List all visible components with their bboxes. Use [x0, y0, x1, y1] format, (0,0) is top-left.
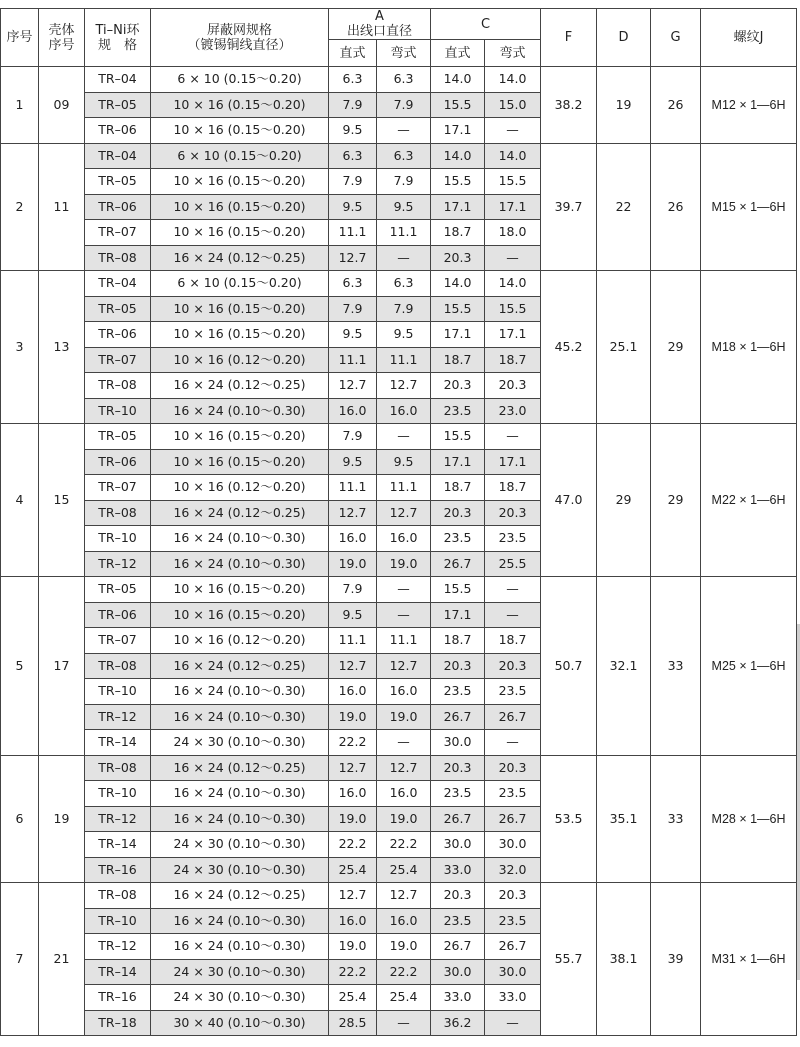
cell-a-straight: 19.0 [329, 704, 377, 730]
cell-g: 29 [651, 424, 701, 577]
cell-ring-spec: TR–08 [85, 245, 151, 271]
cell-mesh-spec: 10 × 16 (0.15～0.20) [151, 602, 329, 628]
cell-mesh-spec: 24 × 30 (0.10～0.30) [151, 985, 329, 1011]
cell-mesh-spec: 10 × 16 (0.12～0.20) [151, 628, 329, 654]
header-a-straight: 直式 [329, 40, 377, 67]
cell-mesh-spec: 16 × 24 (0.12～0.25) [151, 373, 329, 399]
cell-a-bent: 7.9 [377, 296, 431, 322]
cell-a-bent: 16.0 [377, 679, 431, 705]
cell-c-bent: — [485, 602, 541, 628]
header-thread-j: 螺纹J [701, 9, 797, 67]
cell-f: 53.5 [541, 755, 597, 883]
cell-c-straight: 18.7 [431, 628, 485, 654]
cell-c-straight: 18.7 [431, 220, 485, 246]
cell-mesh-spec: 16 × 24 (0.12～0.25) [151, 653, 329, 679]
cell-a-bent: 6.3 [377, 67, 431, 93]
cell-a-straight: 6.3 [329, 143, 377, 169]
cell-c-straight: 17.1 [431, 602, 485, 628]
cell-ring-spec: TR–04 [85, 143, 151, 169]
header-shell-seq: 壳体 序号 [39, 9, 85, 67]
cell-a-straight: 11.1 [329, 347, 377, 373]
cell-a-bent: 11.1 [377, 220, 431, 246]
cell-mesh-spec: 16 × 24 (0.12～0.25) [151, 755, 329, 781]
cell-a-straight: 12.7 [329, 883, 377, 909]
cell-c-bent: 26.7 [485, 934, 541, 960]
cell-mesh-spec: 6 × 10 (0.15～0.20) [151, 67, 329, 93]
cell-a-bent: 19.0 [377, 704, 431, 730]
cell-ring-spec: TR–08 [85, 373, 151, 399]
cell-a-straight: 19.0 [329, 934, 377, 960]
cell-a-bent: — [377, 424, 431, 450]
cell-a-bent: — [377, 118, 431, 144]
cell-c-straight: 36.2 [431, 1010, 485, 1036]
cell-d: 22 [597, 143, 651, 271]
cell-a-straight: 19.0 [329, 806, 377, 832]
cell-thread-j: M28 × 1—6H [701, 755, 797, 883]
cell-mesh-spec: 16 × 24 (0.10～0.30) [151, 526, 329, 552]
cell-seq: 6 [1, 755, 39, 883]
cell-c-bent: 26.7 [485, 704, 541, 730]
cell-c-bent: 20.3 [485, 500, 541, 526]
cell-c-bent: — [485, 730, 541, 756]
cell-shell-seq: 15 [39, 424, 85, 577]
cell-thread-j: M18 × 1—6H [701, 271, 797, 424]
cell-a-straight: 9.5 [329, 449, 377, 475]
cell-thread-j: M22 × 1—6H [701, 424, 797, 577]
cell-ring-spec: TR–08 [85, 883, 151, 909]
header-f: F [541, 9, 597, 67]
cell-c-straight: 15.5 [431, 296, 485, 322]
header-a-bent: 弯式 [377, 40, 431, 67]
cell-a-bent: 19.0 [377, 934, 431, 960]
cell-c-straight: 23.5 [431, 781, 485, 807]
cell-mesh-spec: 16 × 24 (0.10～0.30) [151, 806, 329, 832]
cell-mesh-spec: 16 × 24 (0.12～0.25) [151, 500, 329, 526]
cell-mesh-spec: 6 × 10 (0.15～0.20) [151, 143, 329, 169]
cell-c-straight: 30.0 [431, 832, 485, 858]
table-row [1, 424, 797, 450]
cell-c-straight: 18.7 [431, 347, 485, 373]
cell-ring-spec: TR–14 [85, 832, 151, 858]
cell-mesh-spec: 24 × 30 (0.10～0.30) [151, 832, 329, 858]
cell-a-straight: 25.4 [329, 985, 377, 1011]
cell-a-straight: 19.0 [329, 551, 377, 577]
cell-mesh-spec: 16 × 24 (0.10～0.30) [151, 704, 329, 730]
cell-ring-spec: TR–05 [85, 577, 151, 603]
cell-c-straight: 14.0 [431, 271, 485, 297]
cell-a-bent: 11.1 [377, 628, 431, 654]
cell-ring-spec: TR–16 [85, 985, 151, 1011]
cell-ring-spec: TR–05 [85, 424, 151, 450]
cell-a-bent: 22.2 [377, 832, 431, 858]
header-ring-spec: Ti–Ni环 规 格 [85, 9, 151, 67]
cell-c-straight: 17.1 [431, 118, 485, 144]
cell-a-straight: 16.0 [329, 781, 377, 807]
table-row [1, 755, 797, 781]
cell-c-bent: 23.5 [485, 679, 541, 705]
cell-d: 32.1 [597, 577, 651, 756]
cell-ring-spec: TR–06 [85, 194, 151, 220]
cell-thread-j: M12 × 1—6H [701, 67, 797, 144]
cell-a-bent: 22.2 [377, 959, 431, 985]
cell-c-bent: 30.0 [485, 959, 541, 985]
cell-d: 38.1 [597, 883, 651, 1036]
cell-thread-j: M15 × 1—6H [701, 143, 797, 271]
cell-a-straight: 9.5 [329, 322, 377, 348]
cell-a-bent: 16.0 [377, 908, 431, 934]
cell-c-straight: 20.3 [431, 373, 485, 399]
cell-c-bent: — [485, 118, 541, 144]
cell-ring-spec: TR–12 [85, 934, 151, 960]
cell-mesh-spec: 10 × 16 (0.15～0.20) [151, 169, 329, 195]
cell-ring-spec: TR–08 [85, 755, 151, 781]
cell-a-straight: 9.5 [329, 602, 377, 628]
cell-a-straight: 12.7 [329, 755, 377, 781]
cell-c-bent: 15.5 [485, 169, 541, 195]
cell-c-straight: 30.0 [431, 730, 485, 756]
cell-a-bent: — [377, 730, 431, 756]
cell-c-bent: — [485, 1010, 541, 1036]
cell-c-bent: 15.5 [485, 296, 541, 322]
cell-mesh-spec: 10 × 16 (0.15～0.20) [151, 118, 329, 144]
cell-ring-spec: TR–07 [85, 475, 151, 501]
cell-seq: 3 [1, 271, 39, 424]
cell-c-straight: 33.0 [431, 985, 485, 1011]
cell-c-bent: 18.7 [485, 628, 541, 654]
cell-c-straight: 18.7 [431, 475, 485, 501]
cell-c-bent: 30.0 [485, 832, 541, 858]
cell-ring-spec: TR–12 [85, 806, 151, 832]
cell-g: 39 [651, 883, 701, 1036]
cell-f: 38.2 [541, 67, 597, 144]
cell-c-straight: 17.1 [431, 194, 485, 220]
cell-c-straight: 23.5 [431, 398, 485, 424]
table-row [1, 271, 797, 297]
cell-c-bent: 32.0 [485, 857, 541, 883]
cell-f: 47.0 [541, 424, 597, 577]
cell-c-straight: 23.5 [431, 679, 485, 705]
cell-ring-spec: TR–18 [85, 1010, 151, 1036]
cell-ring-spec: TR–06 [85, 322, 151, 348]
cell-a-bent: 16.0 [377, 781, 431, 807]
cell-f: 39.7 [541, 143, 597, 271]
cell-mesh-spec: 16 × 24 (0.12～0.25) [151, 245, 329, 271]
cell-ring-spec: TR–10 [85, 398, 151, 424]
cell-a-straight: 9.5 [329, 194, 377, 220]
cell-a-bent: 25.4 [377, 985, 431, 1011]
cell-c-bent: — [485, 245, 541, 271]
cell-ring-spec: TR–10 [85, 679, 151, 705]
cell-a-bent: — [377, 602, 431, 628]
cell-a-bent: 16.0 [377, 526, 431, 552]
cell-a-bent: 11.1 [377, 475, 431, 501]
cell-seq: 1 [1, 67, 39, 144]
cell-mesh-spec: 24 × 30 (0.10～0.30) [151, 857, 329, 883]
cell-mesh-spec: 10 × 16 (0.12～0.20) [151, 347, 329, 373]
cell-d: 35.1 [597, 755, 651, 883]
cell-a-straight: 12.7 [329, 373, 377, 399]
cell-mesh-spec: 10 × 16 (0.15～0.20) [151, 220, 329, 246]
header-seq: 序号 [1, 9, 39, 67]
cell-a-straight: 6.3 [329, 271, 377, 297]
cell-c-bent: 20.3 [485, 883, 541, 909]
cell-c-bent: 20.3 [485, 653, 541, 679]
cell-a-straight: 12.7 [329, 653, 377, 679]
cell-shell-seq: 17 [39, 577, 85, 756]
cell-g: 26 [651, 67, 701, 144]
cell-c-straight: 20.3 [431, 883, 485, 909]
cell-c-straight: 15.5 [431, 577, 485, 603]
cell-c-bent: 14.0 [485, 271, 541, 297]
cell-c-bent: 18.7 [485, 347, 541, 373]
cell-mesh-spec: 10 × 16 (0.15～0.20) [151, 449, 329, 475]
header-c-bent: 弯式 [485, 40, 541, 67]
table-row [1, 577, 797, 603]
cell-seq: 2 [1, 143, 39, 271]
cell-ring-spec: TR–06 [85, 118, 151, 144]
cell-a-straight: 9.5 [329, 118, 377, 144]
table-row [1, 143, 797, 169]
header-a: A 出线口直径 [329, 9, 431, 40]
header-c-straight: 直式 [431, 40, 485, 67]
cell-ring-spec: TR–14 [85, 730, 151, 756]
cell-a-bent: 9.5 [377, 449, 431, 475]
cell-a-bent: 11.1 [377, 347, 431, 373]
cell-mesh-spec: 24 × 30 (0.10～0.30) [151, 730, 329, 756]
cell-c-straight: 20.3 [431, 500, 485, 526]
cell-a-bent: 9.5 [377, 194, 431, 220]
cell-a-straight: 6.3 [329, 67, 377, 93]
table-header [1, 9, 797, 67]
cell-mesh-spec: 10 × 16 (0.15～0.20) [151, 194, 329, 220]
cell-g: 29 [651, 271, 701, 424]
cell-g: 33 [651, 755, 701, 883]
cell-a-straight: 28.5 [329, 1010, 377, 1036]
cell-ring-spec: TR–08 [85, 500, 151, 526]
cell-c-bent: 14.0 [485, 143, 541, 169]
cell-a-straight: 7.9 [329, 577, 377, 603]
cell-ring-spec: TR–05 [85, 92, 151, 118]
cell-c-bent: 23.5 [485, 526, 541, 552]
cell-mesh-spec: 10 × 16 (0.15～0.20) [151, 296, 329, 322]
cell-a-bent: 16.0 [377, 398, 431, 424]
cell-mesh-spec: 10 × 16 (0.15～0.20) [151, 424, 329, 450]
cell-a-straight: 16.0 [329, 679, 377, 705]
cell-mesh-spec: 16 × 24 (0.12～0.25) [151, 883, 329, 909]
cell-c-straight: 30.0 [431, 959, 485, 985]
cell-mesh-spec: 6 × 10 (0.15～0.20) [151, 271, 329, 297]
cell-ring-spec: TR–12 [85, 704, 151, 730]
cell-ring-spec: TR–08 [85, 653, 151, 679]
cell-c-straight: 17.1 [431, 322, 485, 348]
cell-a-bent: — [377, 245, 431, 271]
cell-mesh-spec: 10 × 16 (0.12～0.20) [151, 475, 329, 501]
cell-mesh-spec: 10 × 16 (0.15～0.20) [151, 92, 329, 118]
cell-shell-seq: 13 [39, 271, 85, 424]
cell-a-bent: 6.3 [377, 271, 431, 297]
cell-c-straight: 26.7 [431, 704, 485, 730]
header-d: D [597, 9, 651, 67]
cell-a-straight: 16.0 [329, 908, 377, 934]
cell-ring-spec: TR–12 [85, 551, 151, 577]
cell-ring-spec: TR–14 [85, 959, 151, 985]
cell-c-straight: 23.5 [431, 526, 485, 552]
header-c: C [431, 9, 541, 40]
cell-ring-spec: TR–07 [85, 628, 151, 654]
cell-c-straight: 14.0 [431, 143, 485, 169]
cell-c-straight: 20.3 [431, 653, 485, 679]
cell-a-straight: 22.2 [329, 730, 377, 756]
cell-a-bent: 19.0 [377, 806, 431, 832]
cell-a-bent: 6.3 [377, 143, 431, 169]
cell-mesh-spec: 10 × 16 (0.15～0.20) [151, 577, 329, 603]
cell-a-bent: 12.7 [377, 653, 431, 679]
cell-a-bent: 9.5 [377, 322, 431, 348]
spec-table [0, 8, 797, 1036]
cell-g: 26 [651, 143, 701, 271]
cell-a-straight: 7.9 [329, 424, 377, 450]
cell-a-straight: 7.9 [329, 92, 377, 118]
cell-c-bent: 17.1 [485, 322, 541, 348]
cell-mesh-spec: 16 × 24 (0.10～0.30) [151, 551, 329, 577]
cell-c-bent: 14.0 [485, 67, 541, 93]
cell-shell-seq: 21 [39, 883, 85, 1036]
cell-seq: 5 [1, 577, 39, 756]
cell-c-straight: 15.5 [431, 424, 485, 450]
cell-c-bent: 25.5 [485, 551, 541, 577]
cell-a-straight: 11.1 [329, 628, 377, 654]
cell-seq: 4 [1, 424, 39, 577]
cell-mesh-spec: 30 × 40 (0.10～0.30) [151, 1010, 329, 1036]
cell-ring-spec: TR–07 [85, 220, 151, 246]
cell-mesh-spec: 16 × 24 (0.10～0.30) [151, 781, 329, 807]
cell-seq: 7 [1, 883, 39, 1036]
cell-c-bent: 17.1 [485, 194, 541, 220]
cell-c-straight: 26.7 [431, 551, 485, 577]
cell-a-straight: 12.7 [329, 245, 377, 271]
cell-c-bent: 26.7 [485, 806, 541, 832]
cell-a-bent: 19.0 [377, 551, 431, 577]
cell-d: 29 [597, 424, 651, 577]
cell-a-straight: 16.0 [329, 526, 377, 552]
cell-a-straight: 12.7 [329, 500, 377, 526]
cell-a-straight: 16.0 [329, 398, 377, 424]
cell-c-bent: 33.0 [485, 985, 541, 1011]
cell-d: 25.1 [597, 271, 651, 424]
table-body [1, 67, 797, 1036]
cell-mesh-spec: 16 × 24 (0.10～0.30) [151, 908, 329, 934]
cell-g: 33 [651, 577, 701, 756]
cell-d: 19 [597, 67, 651, 144]
cell-ring-spec: TR–04 [85, 271, 151, 297]
cell-ring-spec: TR–10 [85, 781, 151, 807]
cell-a-bent: 12.7 [377, 373, 431, 399]
cell-c-straight: 17.1 [431, 449, 485, 475]
cell-ring-spec: TR–04 [85, 67, 151, 93]
cell-c-bent: 20.3 [485, 755, 541, 781]
cell-a-bent: 12.7 [377, 500, 431, 526]
cell-mesh-spec: 16 × 24 (0.10～0.30) [151, 679, 329, 705]
cell-ring-spec: TR–16 [85, 857, 151, 883]
table-row [1, 67, 797, 93]
cell-ring-spec: TR–06 [85, 602, 151, 628]
cell-a-bent: — [377, 1010, 431, 1036]
cell-c-straight: 20.3 [431, 755, 485, 781]
cell-ring-spec: TR–10 [85, 526, 151, 552]
cell-c-straight: 23.5 [431, 908, 485, 934]
cell-a-bent: 12.7 [377, 755, 431, 781]
cell-c-straight: 20.3 [431, 245, 485, 271]
cell-f: 55.7 [541, 883, 597, 1036]
cell-c-straight: 26.7 [431, 806, 485, 832]
cell-a-straight: 25.4 [329, 857, 377, 883]
cell-shell-seq: 11 [39, 143, 85, 271]
cell-a-bent: 25.4 [377, 857, 431, 883]
cell-c-straight: 14.0 [431, 67, 485, 93]
cell-ring-spec: TR–05 [85, 169, 151, 195]
cell-c-bent: 18.0 [485, 220, 541, 246]
cell-a-straight: 7.9 [329, 169, 377, 195]
cell-c-straight: 26.7 [431, 934, 485, 960]
cell-a-straight: 7.9 [329, 296, 377, 322]
cell-a-bent: 7.9 [377, 92, 431, 118]
cell-mesh-spec: 16 × 24 (0.10～0.30) [151, 934, 329, 960]
cell-mesh-spec: 16 × 24 (0.10～0.30) [151, 398, 329, 424]
header-mesh-spec: 屏蔽网规格 （镀锡铜线直径） [151, 9, 329, 67]
table-row [1, 883, 797, 909]
cell-c-bent: 18.7 [485, 475, 541, 501]
cell-ring-spec: TR–10 [85, 908, 151, 934]
cell-c-straight: 15.5 [431, 169, 485, 195]
cell-c-bent: 20.3 [485, 373, 541, 399]
cell-thread-j: M25 × 1—6H [701, 577, 797, 756]
cell-mesh-spec: 10 × 16 (0.15～0.20) [151, 322, 329, 348]
cell-f: 45.2 [541, 271, 597, 424]
cell-ring-spec: TR–07 [85, 347, 151, 373]
cell-f: 50.7 [541, 577, 597, 756]
cell-c-bent: 23.5 [485, 781, 541, 807]
cell-a-straight: 11.1 [329, 475, 377, 501]
cell-c-straight: 15.5 [431, 92, 485, 118]
cell-ring-spec: TR–05 [85, 296, 151, 322]
cell-c-bent: 17.1 [485, 449, 541, 475]
cell-c-bent: 23.0 [485, 398, 541, 424]
cell-ring-spec: TR–06 [85, 449, 151, 475]
cell-a-straight: 22.2 [329, 832, 377, 858]
cell-mesh-spec: 24 × 30 (0.10～0.30) [151, 959, 329, 985]
cell-a-straight: 11.1 [329, 220, 377, 246]
cell-c-bent: 15.0 [485, 92, 541, 118]
cell-c-bent: 23.5 [485, 908, 541, 934]
cell-a-bent: 7.9 [377, 169, 431, 195]
cell-shell-seq: 09 [39, 67, 85, 144]
cell-c-bent: — [485, 577, 541, 603]
header-g: G [651, 9, 701, 67]
cell-thread-j: M31 × 1—6H [701, 883, 797, 1036]
cell-a-bent: 12.7 [377, 883, 431, 909]
cell-a-bent: — [377, 577, 431, 603]
cell-a-straight: 22.2 [329, 959, 377, 985]
cell-c-bent: — [485, 424, 541, 450]
cell-c-straight: 33.0 [431, 857, 485, 883]
cell-shell-seq: 19 [39, 755, 85, 883]
